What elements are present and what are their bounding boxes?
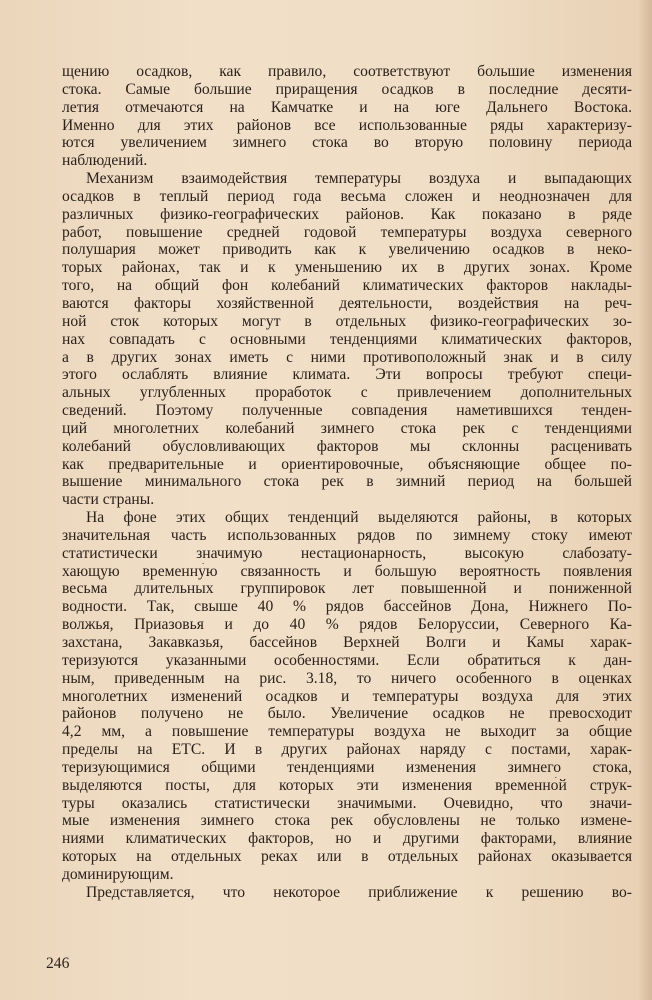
- text-line: которых на отдельных реках или в отдельных районах оказывается: [62, 848, 632, 866]
- text-line: различных физико-географических районов. Как показано в ряде: [62, 205, 632, 223]
- text-line: этого ослаблять влияние климата. Эти вопросы требуют специ-: [62, 366, 632, 384]
- text-line: Механизм взаимодействия температуры воздуха и выпадающих: [86, 170, 632, 188]
- text-line: многолетних изменений осадков и температуры воздуха для этих: [62, 687, 632, 705]
- body-text: [62, 63, 632, 902]
- text-line: как предварительные и ориентировочные, объясняющие общее по-: [62, 455, 632, 473]
- text-line: того, на общий фон колебаний климатических факторов наклады-: [62, 277, 632, 295]
- text-line: полушария может приводить как к увеличению осадков в неко-: [62, 241, 632, 259]
- text-line: водности. Так, свыше 40 % рядов бассейнов Дона, Нижнего По-: [62, 598, 632, 616]
- page-edge-shadow: [638, 0, 652, 1000]
- text-line: пределы на ЕТС. И в других районах наряду с постами, харак-: [62, 741, 632, 759]
- text-line: теризуются указанными особенностями. Если обратиться к дан-: [62, 651, 632, 669]
- text-line: колебаний обусловливающих факторов мы склонны расценивать: [62, 437, 632, 455]
- text-line: значительная часть использованных рядов по зимнему стоку имеют: [62, 526, 632, 544]
- text-line: весьма длительных группировок лет повышенной и пониженной: [62, 580, 632, 598]
- text-line: хающую временну́ю связанность и большую вероятность появления: [62, 562, 632, 580]
- text-line: туры оказались статистически значимыми. Очевидно, что значи-: [62, 794, 632, 812]
- text-line: наблюдений.: [62, 152, 148, 170]
- text-line: вышение минимального стока рек в зимний период на большей: [62, 473, 632, 491]
- text-line: теризующимися общими тенденциями изменения зимнего стока,: [62, 758, 632, 776]
- text-line: статистически значимую нестационарность, высокую слабозату-: [62, 544, 632, 562]
- text-line: выделяются посты, для которых эти изменения временно́й струк-: [62, 776, 632, 794]
- text-line: Именно для этих районов все использованные ряды характеризу-: [62, 116, 632, 134]
- text-line: части страны.: [62, 491, 155, 509]
- text-line: работ, повышение средней годовой температуры воздуха северного: [62, 223, 632, 241]
- text-line: щению осадков, как правило, соответствуют большие изменения: [62, 63, 632, 80]
- text-line: волжья, Приазовья и до 40 % рядов Белоруссии, Северного Ка-: [62, 616, 632, 634]
- text-line: мые изменения зимнего стока рек обусловлены не только измене-: [62, 812, 632, 830]
- text-line: нах совпадать с основными тенденциями климатических факторов,: [62, 330, 632, 348]
- text-line: ным, приведенным на рис. 3.18, то ничего особенного в оценках: [62, 669, 632, 687]
- text-line: сведений. Поэтому полученные совпадения наметившихся тенден-: [62, 402, 632, 420]
- text-line: захстана, Закавказья, бассейнов Верхней Волги и Камы харак-: [62, 634, 632, 651]
- text-line: доминирующим.: [62, 865, 174, 883]
- text-line: стока. Самые большие приращения осадков в последние десяти-: [62, 80, 632, 98]
- text-line: ваются факторы хозяйственной деятельности, воздействия на реч-: [62, 294, 632, 312]
- text-line: ций многолетних колебаний зимнего стока рек с тенденциями: [62, 419, 632, 437]
- text-line: Представляется, что некоторое приближение к решению во-: [86, 883, 632, 901]
- text-line: ниями климатических факторов, но и другими факторами, влияние: [62, 830, 632, 848]
- text-line: торых районах, так и к уменьшению их в других зонах. Кроме: [62, 259, 632, 277]
- text-line: ются увеличением зимнего стока во вторую половину периода: [62, 134, 632, 152]
- text-line: районов получено не было. Увеличение осадков не превосходит: [62, 705, 632, 723]
- page-number: 246: [46, 955, 70, 972]
- text-line: альных углубленных проработок с привлечением дополнительных: [62, 384, 632, 402]
- text-line: а в других зонах иметь с ними противоположный знак и в силу: [62, 348, 632, 366]
- text-line: 4,2 мм, а повышение температуры воздуха не выходит за общие: [62, 723, 632, 741]
- text-line: На фоне этих общих тенденций выделяются районы, в которых: [86, 509, 632, 527]
- text-line: летия отмечаются на Камчатке и на юге Дальнего Востока.: [62, 98, 632, 116]
- text-line: осадков в теплый период года весьма сложен и неоднозначен для: [62, 187, 632, 205]
- text-line: ной сток которых могут в отдельных физико-географических зо-: [62, 312, 632, 330]
